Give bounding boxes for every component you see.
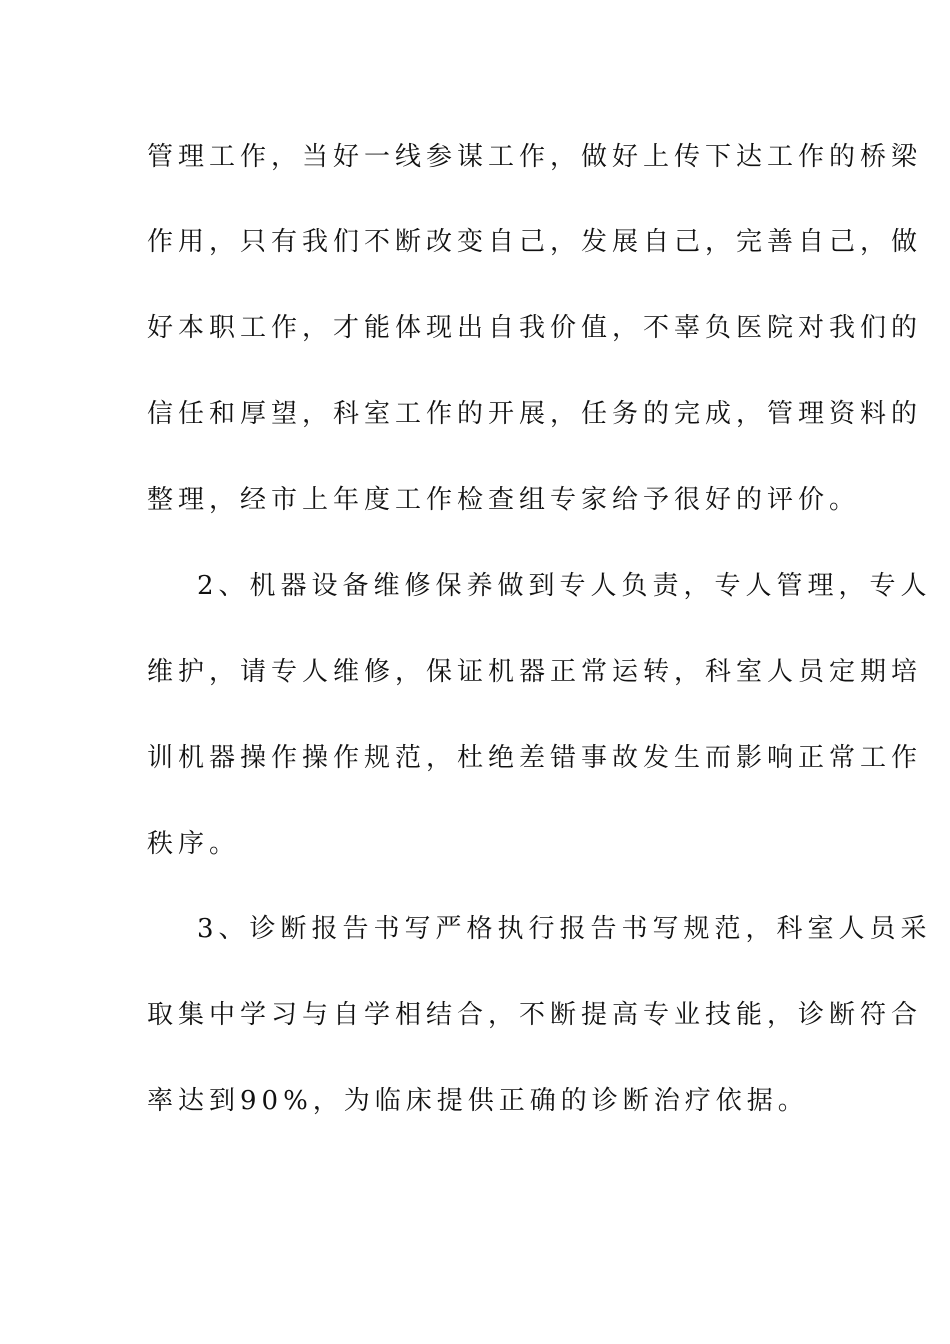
text-line: 秩序。 (147, 829, 241, 859)
text-line: 2、机器设备维修保养做到专人负责，专人管理，专人 (197, 571, 932, 601)
text-line: 整理，经市上年度工作检查组专家给予很好的评价。 (147, 485, 861, 515)
text-line: 管理工作，当好一线参谋工作，做好上传下达工作的桥梁 (147, 142, 923, 172)
text-line: 信任和厚望，科室工作的开展，任务的完成，管理资料的 (147, 399, 923, 429)
text-line: 作用，只有我们不断改变自己，发展自己，完善自己，做 (147, 227, 923, 257)
text-line: 训机器操作操作规范，杜绝差错事故发生而影响正常工作 (147, 743, 923, 773)
text-line: 取集中学习与自学相结合，不断提高专业技能，诊断符合 (147, 1000, 923, 1030)
text-line: 率达到90%，为临床提供正确的诊断治疗依据。 (147, 1086, 809, 1116)
text-line: 3、诊断报告书写严格执行报告书写规范，科室人员采 (197, 914, 932, 944)
text-line: 维护，请专人维修，保证机器正常运转，科室人员定期培 (147, 657, 923, 687)
text-line: 好本职工作，才能体现出自我价值，不辜负医院对我们的 (147, 313, 923, 343)
